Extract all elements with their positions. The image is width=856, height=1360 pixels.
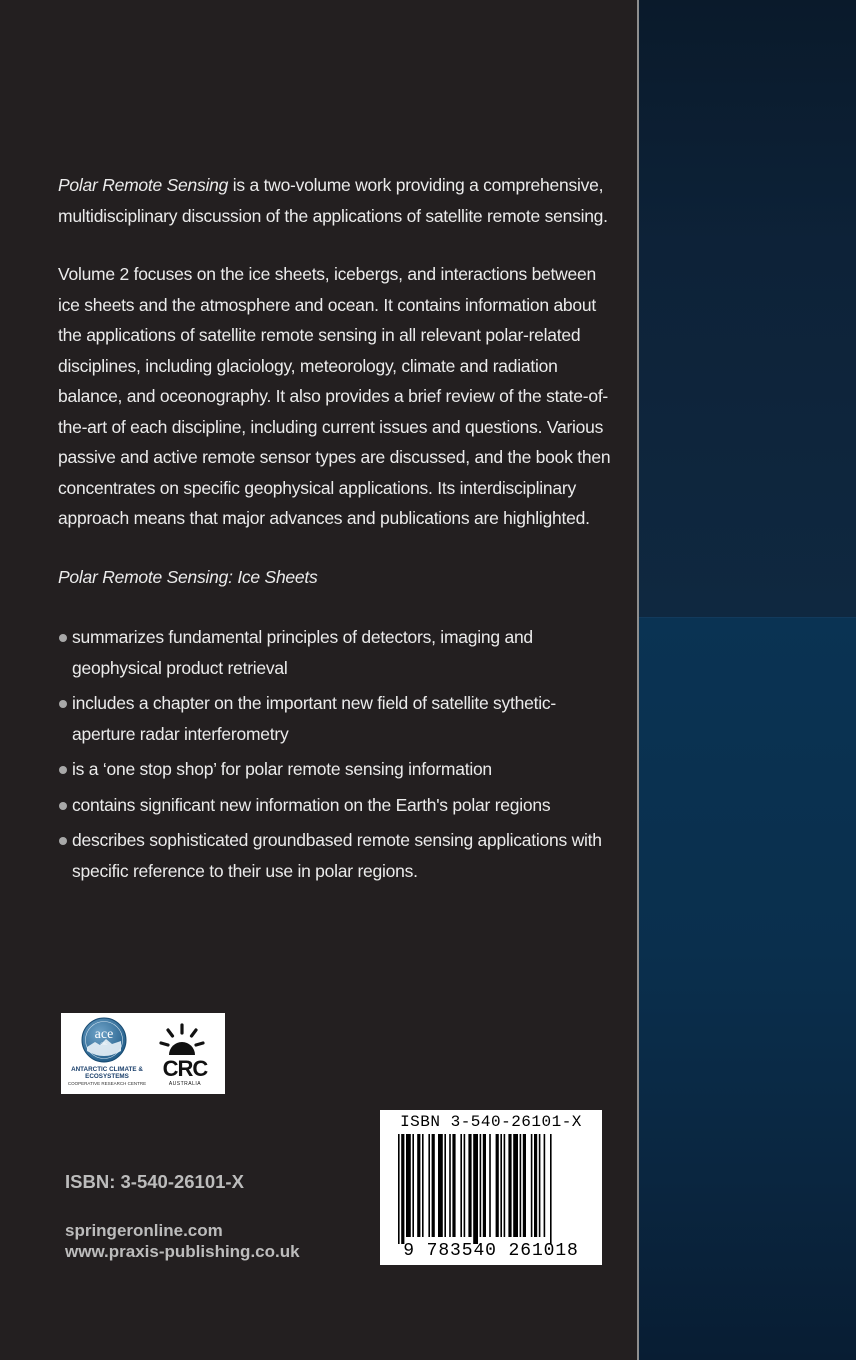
barcode-bar: [489, 1134, 491, 1237]
barcode-bar: [483, 1134, 486, 1237]
barcode-bar: [504, 1134, 506, 1237]
barcode-bar: [398, 1134, 400, 1244]
feature-text: contains significant new information on the Earth's polar regions: [72, 794, 551, 815]
barcode-bar: [428, 1134, 430, 1237]
feature-item: [58, 790, 618, 821]
volume2-paragraph: Volume 2 focuses on the ice sheets, icebergs, and interactions between ice sheets and the atmosphere and ocean. It contains information about the applications of satellite remote sensing in all relevant polar-related disciplines, including glaciology, meteorology, climate and radiation balance, and oceonography. It also provides a brief review of the state-of-the-art of each discipline, including current issues and questions. Various passive and active remote sensor types are discussed, and the book then concentrates on specific geophysical applications. Its interdisciplinary approach means that major advances and publications are highlighted.: [58, 264, 611, 528]
feature-item: [58, 622, 618, 683]
barcode-bar: [539, 1134, 541, 1237]
feature-list: [58, 622, 618, 891]
barcode-bar: [480, 1134, 482, 1237]
ace-subtitle: COOPERATIVE RESEARCH CENTRE: [67, 1080, 147, 1086]
ace-crc-logo-icon: [81, 1017, 127, 1063]
intro-title: Polar Remote Sensing: [58, 175, 229, 195]
crc-country-text: AUSTRALIA: [168, 1081, 202, 1087]
bullet-icon: [59, 837, 67, 845]
bullet-icon: [59, 766, 67, 774]
praxis-url: www.praxis-publishing.co.uk: [65, 1242, 300, 1261]
series-title: Polar Remote Sensing: Ice Sheets: [58, 567, 318, 587]
crc-sun-icon: [159, 1021, 205, 1061]
barcode-bar: [473, 1134, 478, 1244]
barcode-bar: [544, 1134, 546, 1237]
barcode-bar: [500, 1134, 502, 1237]
barcode-bar: [452, 1134, 455, 1237]
feature-item: [58, 825, 618, 886]
partner-logos: [61, 1013, 225, 1094]
ace-name: ANTARCTIC CLIMATE & ECOSYSTEMS: [71, 1066, 143, 1080]
ace-crc-small-text: CRC: [100, 1042, 108, 1046]
barcode-bar: [550, 1134, 552, 1244]
barcode-bar: [534, 1134, 537, 1237]
barcode-bar: [520, 1134, 522, 1237]
barcode-bar: [449, 1134, 451, 1237]
barcode-bar: [513, 1134, 518, 1237]
barcode-bar: [422, 1134, 424, 1237]
intro-paragraph: [58, 170, 618, 231]
barcode-digits: 9 783540 261018: [403, 1241, 579, 1261]
bullet-icon: [59, 700, 67, 708]
feature-text: summarizes fundamental principles of detectors, imaging and geophysical product retrieval: [72, 627, 533, 678]
spine-bottom-panel: [639, 618, 856, 1360]
feature-text: includes a chapter on the important new field of satellite sythetic-aperture radar interferometry: [72, 693, 556, 744]
barcode-bar: [432, 1134, 435, 1237]
barcode-bar: [460, 1134, 462, 1237]
barcode-bar: [508, 1134, 511, 1237]
crc-logo-text: CRC: [162, 1056, 208, 1081]
feature-text: is a ‘one stop shop’ for polar remote sensing information: [72, 759, 492, 779]
intro-text: is a two-volume work providing a comprehensive, multidisciplinary discussion of the applications of satellite remote sensing.: [58, 175, 608, 226]
barcode-bar: [468, 1134, 471, 1237]
barcode-isbn-text: ISBN 3-540-26101-X: [400, 1113, 582, 1131]
barcode-bar: [464, 1134, 466, 1237]
isbn-label: ISBN: 3-540-26101-X: [65, 1171, 244, 1192]
spine-top-panel: [639, 0, 856, 618]
ace-monogram: ace: [94, 1027, 114, 1042]
barcode-bar: [531, 1134, 533, 1237]
springer-url: springeronline.com: [65, 1221, 223, 1240]
isbn-barcode: [380, 1110, 602, 1265]
barcode-bar: [417, 1134, 420, 1237]
bullet-icon: [59, 802, 67, 810]
ace-logo-label: [65, 1067, 149, 1087]
feature-item: [58, 688, 618, 749]
barcode-bar: [406, 1134, 411, 1237]
barcode-bar: [401, 1134, 404, 1244]
barcode-bar: [412, 1134, 414, 1237]
barcode-bar: [523, 1134, 526, 1237]
feature-item: [58, 754, 618, 785]
feature-text: describes sophisticated groundbased remote sensing applications with specific reference to their use in polar regions.: [72, 830, 602, 881]
barcode-bar: [444, 1134, 446, 1237]
barcode-bar: [496, 1134, 499, 1237]
barcode-bar: [438, 1134, 443, 1237]
bullet-icon: [59, 634, 67, 642]
